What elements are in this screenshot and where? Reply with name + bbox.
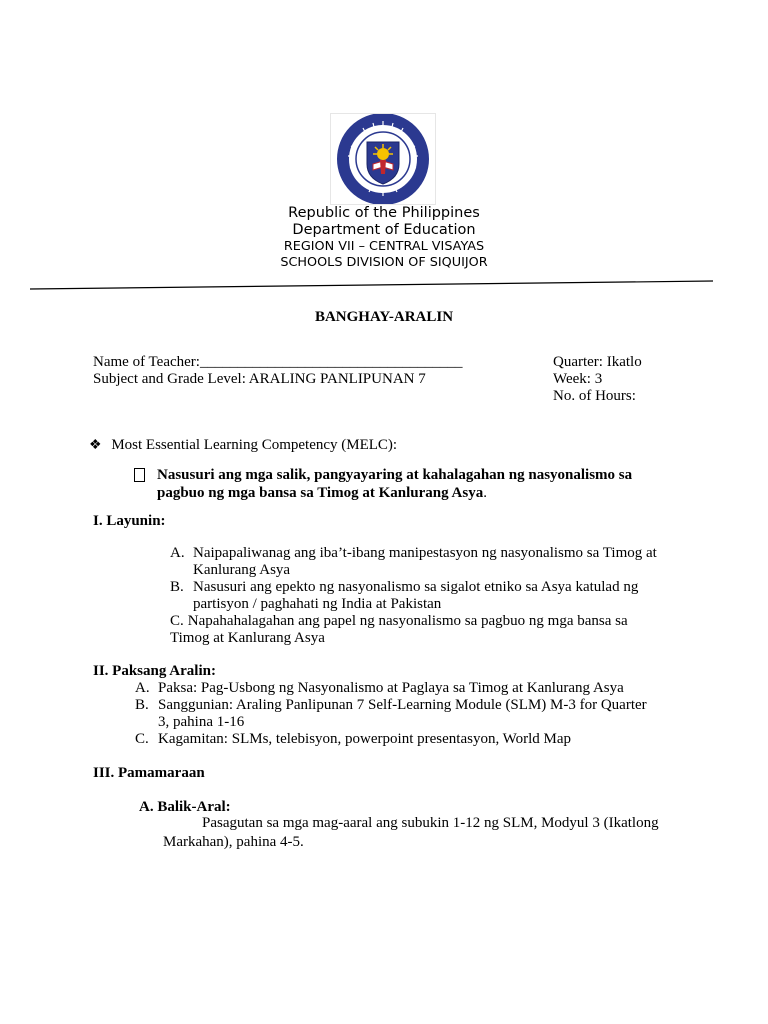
section-layunin-heading: I. Layunin: [93, 513, 166, 529]
layunin-text-a-2: Kanlurang Asya [193, 562, 291, 578]
paksang-item-a [135, 680, 624, 697]
deped-seal-logo [330, 113, 436, 205]
melc-label: Most Essential Learning Competency (MELC): [111, 437, 398, 453]
paksang-marker-c: C. [135, 731, 149, 747]
paksang-text-b-2: 3, pahina 1-16 [158, 714, 245, 730]
layunin-marker-a: A. [170, 545, 185, 561]
melc-competency-line1: Nasusuri ang mga salik, pangyayaring at kahalagahan ng nasyonalismo sa [157, 467, 633, 483]
section-pamamaraan-heading: III. Pamamaraan [93, 765, 205, 781]
header-divider [30, 280, 713, 290]
layunin-item-c [170, 613, 674, 647]
melc-competency-line2 [157, 485, 487, 502]
header-division: SCHOOLS DIVISION OF SIQUIJOR [280, 255, 488, 270]
layunin-text-c-2: Timog at Kanlurang Asya [170, 630, 325, 646]
paksang-item-c [135, 731, 572, 748]
melc-line [89, 437, 397, 454]
layunin-text-a-1: Naipapaliwanag ang iba’t-ibang manipestasyon ng nasyonalismo sa Timog at [193, 545, 657, 561]
deped-seal-graphic [331, 114, 435, 204]
document-title: BANGHAY-ARALIN [314, 309, 454, 325]
header-department: Department of Education [292, 222, 476, 238]
layunin-marker-b: B. [170, 579, 184, 595]
melc-competency-text: pagbuo ng mga bansa sa Timog at Kanlurang Asya [157, 485, 484, 501]
balik-aral-heading: A. Balik-Aral: [139, 799, 231, 815]
melc-period: . [483, 485, 487, 501]
header-country: Republic of the Philippines [288, 205, 480, 221]
layunin-text-b-1: Nasusuri ang epekto ng nasyonalismo sa sigalot etniko sa Asya katulad ng [193, 579, 639, 595]
balik-aral-text-2: Markahan), pahina 4-5. [163, 834, 304, 850]
paksang-text-c: Kagamitan: SLMs, telebisyon, powerpoint presentasyon, World Map [158, 731, 572, 747]
layunin-text-b-2: partisyon / paghahati ng India at Pakistan [193, 596, 442, 612]
balik-aral-text-1: Pasagutan sa mga mag-aaral ang subukin 1-12 ng SLM, Modyul 3 (Ikatlong [202, 815, 659, 831]
section-paksang-heading: II. Paksang Aralin: [93, 663, 216, 679]
paksang-item-b [135, 697, 647, 714]
paksang-text-b-1: Sanggunian: Araling Panlipunan 7 Self-Learning Module (SLM) M-3 for Quarter [158, 697, 647, 713]
paksang-marker-b: B. [135, 697, 149, 713]
layunin-marker-c: C. [170, 613, 184, 629]
layunin-text-c-1: Napahahalagahan ang papel ng nasyonalismo sa pagbuo ng mga bansa sa [187, 613, 628, 629]
paksang-text-a: Paksa: Pag-Usbong ng Nasyonalismo at Paglaya sa Timog at Kanlurang Asya [158, 680, 624, 696]
layunin-item-a [170, 545, 674, 579]
paksang-marker-a: A. [135, 680, 150, 696]
header-region: REGION VII – CENTRAL VISAYAS [283, 239, 485, 254]
quarter-value: Quarter: Ikatlo [553, 354, 642, 370]
week-value: Week: 3 [553, 371, 603, 387]
hours-value: No. of Hours: [553, 388, 636, 404]
subject-grade-level: Subject and Grade Level: ARALING PANLIPUNAN 7 [93, 371, 426, 387]
teacher-name-field: Name of Teacher:___________________________________ [93, 354, 463, 370]
checkbox-bullet-icon [134, 468, 145, 486]
diamond-bullet-icon: ❖ [89, 438, 102, 453]
layunin-item-b [170, 579, 674, 613]
